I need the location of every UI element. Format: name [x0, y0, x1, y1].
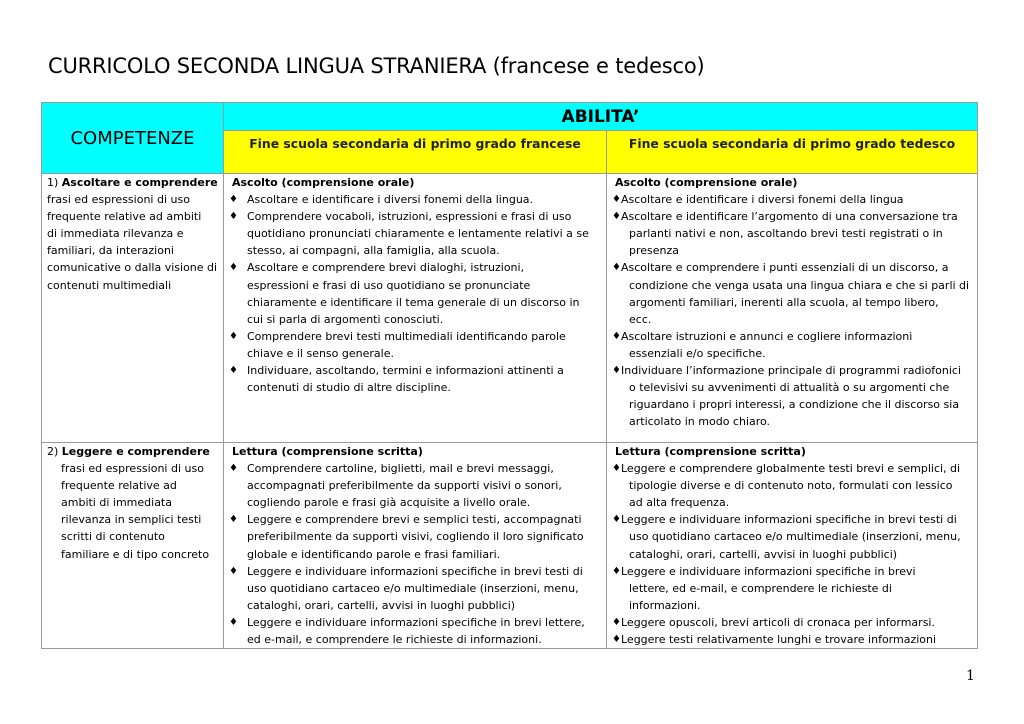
- tedesco-skill-list: [611, 191, 975, 430]
- skill-line: Ascoltare e comprendere i punti essenziali di un discorso, a: [621, 261, 949, 275]
- competence-2-bold: Leggere e comprendere: [61, 445, 210, 458]
- skill-line: Leggere testi relativamente lunghi e trovare informazioni: [621, 633, 937, 647]
- skill-item: [611, 511, 975, 562]
- tedesco-skills-cell-1: [607, 174, 978, 443]
- diamond-bullet-icon: ♦: [612, 330, 621, 342]
- page-number: 1: [966, 668, 975, 684]
- competence-2-line: frasi ed espressioni di uso: [61, 462, 204, 476]
- skill-line: informazioni.: [629, 598, 701, 612]
- skill-item: [228, 328, 604, 362]
- skill-item: [611, 631, 975, 648]
- skill-line: cogliendo parole e frasi già acquisite a livello orale.: [247, 496, 531, 510]
- competence-1-line: familiari, da interazioni: [47, 244, 174, 258]
- diamond-bullet-icon: ♦: [229, 262, 238, 274]
- skill-line: parlanti nativi e non, ascoltando brevi testi registrati o in: [629, 227, 943, 241]
- francese-column-header: [224, 131, 607, 174]
- skill-line: Ascoltare e identificare i diversi fonemi della lingua: [621, 193, 904, 207]
- skill-line: globale e identificando parole e frasi familiari.: [247, 547, 501, 561]
- diamond-bullet-icon: ♦: [229, 330, 238, 342]
- skill-line: chiave e il senso generale.: [247, 346, 394, 360]
- francese-section-heading: Lettura (comprensione scritta): [232, 445, 423, 458]
- francese-skills-cell-2: [224, 443, 607, 649]
- diamond-bullet-icon: ♦: [229, 514, 238, 526]
- competence-2-line: ambiti di immediata: [61, 496, 172, 510]
- skill-line: Ascoltare e identificare l’argomento di una conversazione tra: [621, 210, 958, 224]
- diamond-bullet-icon: ♦: [612, 634, 621, 646]
- abilita-header: [224, 103, 978, 131]
- skill-line: argomenti familiari, inerenti alla scuola, al tempo libero,: [629, 295, 939, 309]
- tedesco-section-heading: Ascolto (comprensione orale): [615, 176, 798, 189]
- skill-line: Individuare l’informazione principale di programmi radiofonici: [621, 364, 962, 378]
- competenze-header: [42, 103, 224, 174]
- skill-item: [611, 362, 975, 430]
- skill-line: Leggere e individuare informazioni specifiche in brevi testi di: [621, 513, 957, 527]
- diamond-bullet-icon: ♦: [612, 194, 621, 206]
- skill-line: Leggere e comprendere globalmente testi brevi e semplici, di: [621, 462, 961, 476]
- skill-line: contenuti di studio di altre discipline.: [247, 381, 451, 395]
- skill-item: [228, 614, 604, 648]
- diamond-bullet-icon: ♦: [229, 565, 238, 577]
- competence-2-line: familiare e di tipo concreto: [61, 547, 210, 561]
- skill-line: Comprendere brevi testi multimediali identificando parole: [247, 329, 566, 343]
- skill-line: condizione che venga usata una lingua chiara e che si parli di: [629, 278, 970, 292]
- skill-line: Leggere e individuare informazioni specifiche in brevi testi di: [247, 564, 583, 578]
- skill-item: [611, 328, 975, 362]
- diamond-bullet-icon: ♦: [612, 365, 621, 377]
- competenze-label: COMPETENZE: [70, 127, 195, 149]
- francese-skill-list: [228, 460, 604, 648]
- skill-item: [611, 460, 975, 511]
- curriculum-table: [41, 102, 978, 649]
- competence-1-line: frequente relative ad ambiti: [47, 210, 202, 224]
- skill-item: [611, 259, 975, 327]
- tedesco-header-line1: Fine scuola secondaria di primo grado: [628, 136, 896, 151]
- skill-item: [228, 511, 604, 562]
- skill-line: o televisivi su avvenimenti di attualità o su argomenti che: [629, 381, 950, 395]
- francese-header-line1: Fine scuola secondaria di primo grado: [249, 136, 517, 151]
- skill-item: [228, 191, 604, 208]
- diamond-bullet-icon: ♦: [612, 565, 621, 577]
- francese-skill-list: [228, 191, 604, 396]
- skill-item: [228, 460, 604, 511]
- diamond-bullet-icon: ♦: [229, 463, 238, 475]
- francese-skills-cell-1: [224, 174, 607, 443]
- skill-item: [611, 208, 975, 259]
- skill-line: stesso, ai compagni, alla famiglia, alla scuola.: [247, 244, 500, 258]
- document-title: CURRICOLO SECONDA LINGUA STRANIERA (francese e tedesco): [48, 54, 705, 78]
- skill-line: articolato in modo chiaro.: [629, 415, 771, 429]
- skill-line: preferibilmente da supporti visivi, cogliendo il loro significato: [247, 530, 584, 544]
- diamond-bullet-icon: ♦: [229, 616, 238, 628]
- skill-line: lettere, ed e-mail, e comprendere le richieste di: [629, 581, 892, 595]
- skill-line: cataloghi, orari, cartelli, avvisi in luoghi pubblici): [629, 547, 898, 561]
- competence-2-number: 2): [47, 445, 62, 458]
- competence-1-line: comunicative o dalla visione di: [47, 261, 218, 275]
- skill-line: uso quotidiano cartaceo e/o multimediale (inserzioni, menu,: [629, 530, 961, 544]
- skill-line: cui si parla di argomenti conosciuti.: [247, 312, 444, 326]
- tedesco-skill-list: [611, 460, 975, 648]
- skill-line: essenziali e/o specifiche.: [629, 346, 766, 360]
- competence-1-line: frasi ed espressioni di uso: [47, 193, 190, 207]
- diamond-bullet-icon: ♦: [229, 194, 238, 206]
- skill-line: Leggere e individuare informazioni specifiche in brevi lettere,: [247, 615, 585, 629]
- diamond-bullet-icon: ♦: [612, 514, 621, 526]
- skill-line: ecc.: [629, 312, 652, 326]
- skill-line: Individuare, ascoltando, termini e informazioni attinenti a: [247, 364, 564, 378]
- skill-line: chiaramente e identificare il tema generale di un discorso in: [247, 295, 580, 309]
- skill-line: Comprendere cartoline, biglietti, mail e brevi messaggi,: [247, 462, 554, 476]
- skill-line: uso quotidiano cartaceo e/o multimediale (inserzioni, menu,: [247, 581, 579, 595]
- competence-2-title: [47, 443, 221, 460]
- competence-1-bold: Ascoltare e comprendere: [61, 176, 218, 189]
- skill-line: Ascoltare istruzioni e annunci e cogliere informazioni: [621, 329, 913, 343]
- skill-line: ed e-mail, e comprendere le richieste di informazioni.: [247, 633, 542, 647]
- skill-line: quotidiano pronunciati chiaramente e lentamente relativi a se: [247, 227, 589, 241]
- diamond-bullet-icon: ♦: [229, 211, 238, 223]
- diamond-bullet-icon: ♦: [612, 463, 621, 475]
- competence-cell-2: [42, 443, 224, 649]
- skill-line: accompagnati preferibilmente da supporti visivi o sonori,: [247, 479, 562, 493]
- skill-line: Leggere e individuare informazioni specifiche in brevi: [621, 564, 916, 578]
- skill-line: Ascoltare e identificare i diversi fonemi della lingua.: [247, 193, 534, 207]
- competence-1-line: di immediata rilevanza e: [47, 227, 184, 241]
- skill-item: [228, 563, 604, 614]
- diamond-bullet-icon: ♦: [612, 262, 621, 274]
- skill-line: Leggere opuscoli, brevi articoli di cronaca per informarsi.: [621, 615, 935, 629]
- skill-line: Ascoltare e comprendere brevi dialoghi, istruzioni,: [247, 261, 525, 275]
- skill-line: espressioni e frasi di uso quotidiano se pronunciate: [247, 278, 531, 292]
- skill-line: tipologie diverse e di contenuto noto, formulati con lessico: [629, 479, 953, 493]
- skill-line: presenza: [629, 244, 680, 258]
- tedesco-skills-cell-2: [607, 443, 978, 649]
- competence-cell-1: [42, 174, 224, 443]
- skill-line: ad alta frequenza.: [629, 496, 730, 510]
- francese-section-heading: Ascolto (comprensione orale): [232, 176, 415, 189]
- tedesco-column-header: [607, 131, 978, 174]
- competence-1-number: 1): [47, 176, 62, 189]
- competence-2-line: frequente relative ad: [61, 479, 177, 493]
- skill-line: riguardano i propri interessi, a condizione che il discorso sia: [629, 398, 960, 412]
- skill-item: [228, 208, 604, 259]
- skill-item: [228, 259, 604, 327]
- competence-1-line: contenuti multimediali: [47, 278, 172, 292]
- skill-line: Leggere e comprendere brevi e semplici testi, accompagnati: [247, 513, 582, 527]
- skill-item: [611, 191, 975, 208]
- skill-line: cataloghi, orari, cartelli, avvisi in luoghi pubblici): [247, 598, 516, 612]
- skill-line: Comprendere vocaboli, istruzioni, espressioni e frasi di uso: [247, 210, 572, 224]
- francese-header-line2: francese: [520, 136, 581, 151]
- tedesco-header-line2: tedesco: [900, 136, 956, 151]
- diamond-bullet-icon: ♦: [612, 616, 621, 628]
- abilita-label: ABILITA’: [561, 106, 640, 127]
- diamond-bullet-icon: ♦: [229, 365, 238, 377]
- skill-item: [228, 362, 604, 396]
- competence-1-title: [47, 174, 221, 191]
- skill-item: [611, 614, 975, 631]
- competence-2-line: scritti di contenuto: [61, 530, 165, 544]
- tedesco-section-heading: Lettura (comprensione scritta): [615, 445, 806, 458]
- diamond-bullet-icon: ♦: [612, 211, 621, 223]
- competence-2-line: rilevanza in semplici testi: [61, 513, 202, 527]
- skill-item: [611, 563, 975, 614]
